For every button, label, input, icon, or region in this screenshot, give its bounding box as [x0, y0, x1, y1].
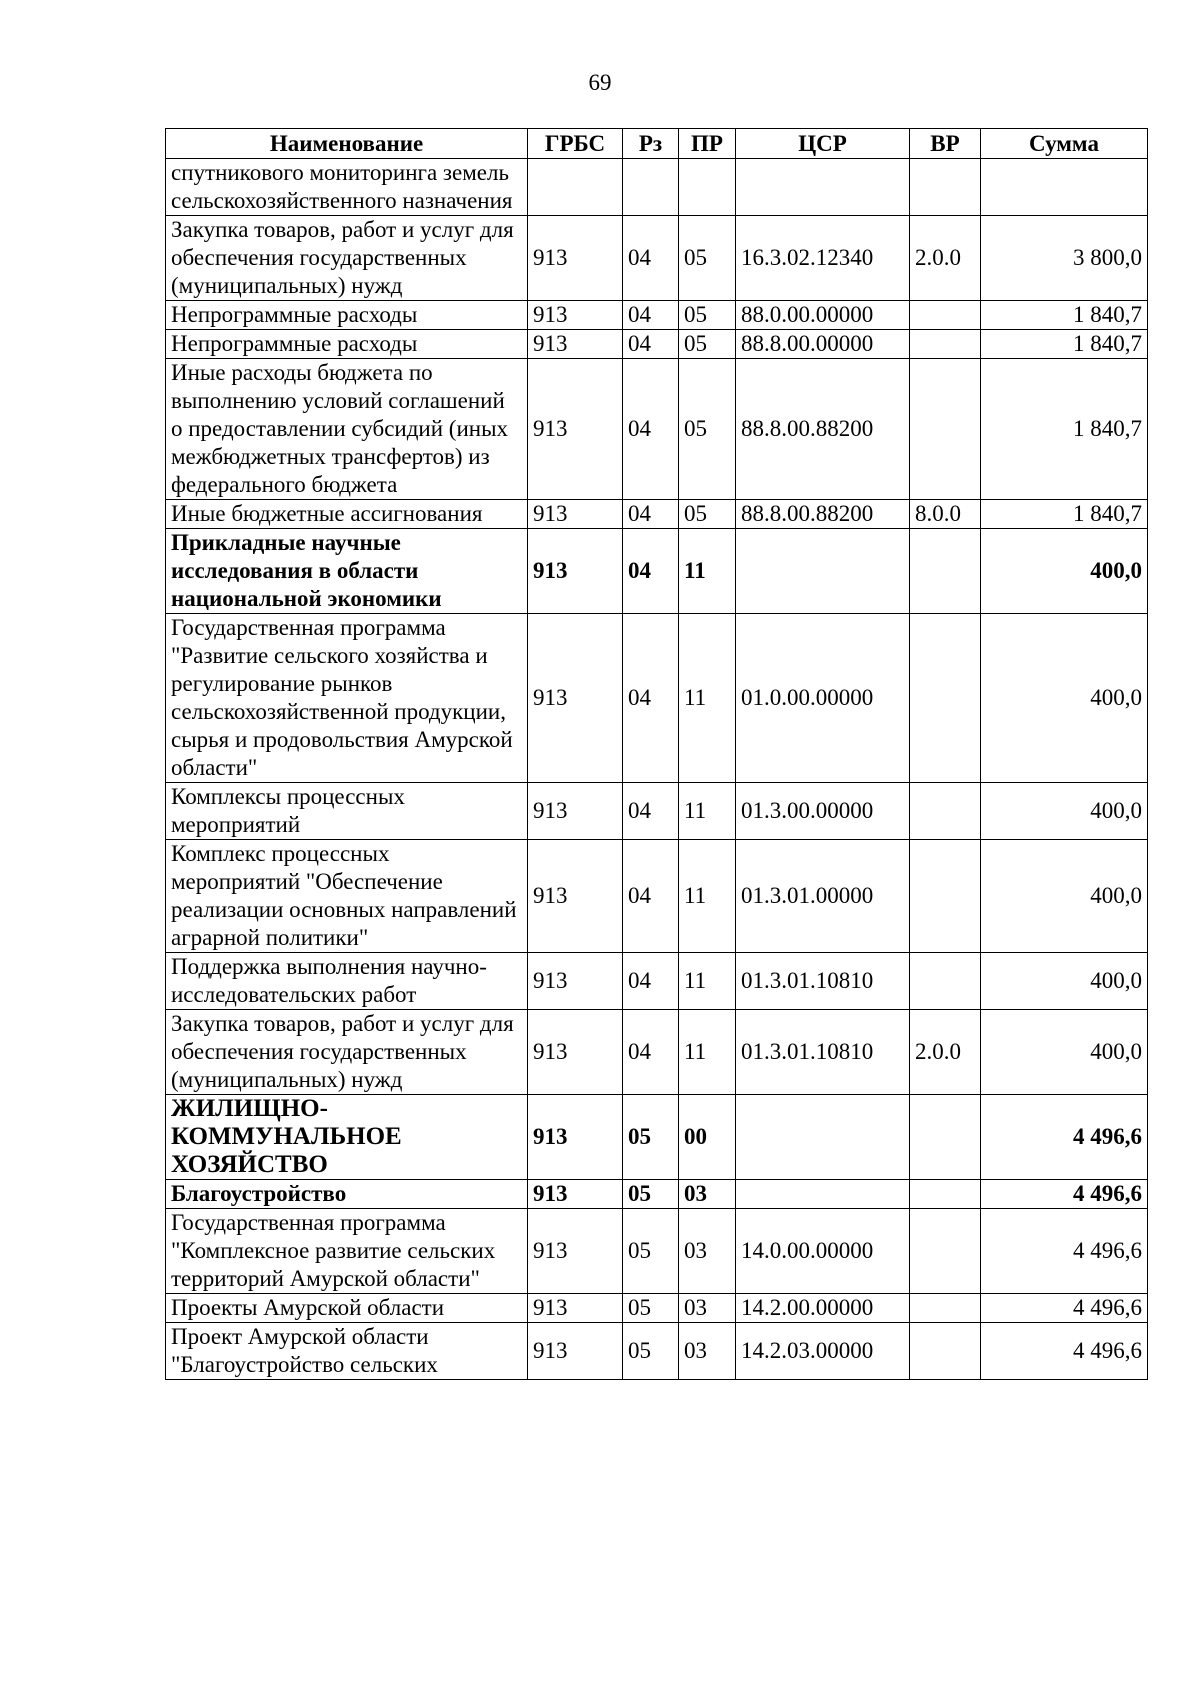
cell-pr: 11: [679, 783, 736, 840]
cell-vr: [910, 1180, 981, 1209]
cell-grbs: 913: [528, 1180, 623, 1209]
table-row: [166, 529, 1148, 614]
cell-csr: 14.2.03.00000: [736, 1323, 910, 1380]
table-row: [166, 159, 1148, 216]
table-row: [166, 1323, 1148, 1380]
cell-rz: 04: [623, 614, 679, 783]
cell-grbs: 913: [528, 1323, 623, 1380]
header-csr: ЦСР: [736, 129, 910, 159]
cell-vr: 8.0.0: [910, 500, 981, 529]
table-row: [166, 1180, 1148, 1209]
table-row: [166, 301, 1148, 330]
table-row: [166, 216, 1148, 301]
cell-sum: 1 840,7: [981, 500, 1148, 529]
cell-vr: [910, 614, 981, 783]
cell-name: Поддержка выполнения научно-исследовательских работ: [166, 953, 528, 1010]
cell-grbs: 913: [528, 783, 623, 840]
cell-grbs: 913: [528, 359, 623, 500]
table-row: [166, 953, 1148, 1010]
table-body: [166, 159, 1148, 1380]
cell-grbs: 913: [528, 614, 623, 783]
cell-vr: 2.0.0: [910, 1010, 981, 1095]
table-row: [166, 1294, 1148, 1323]
cell-pr: 03: [679, 1180, 736, 1209]
cell-name: Государственная программа "Комплексное развитие сельских территорий Амурской области": [166, 1209, 528, 1294]
cell-pr: 11: [679, 1010, 736, 1095]
cell-grbs: 913: [528, 840, 623, 953]
cell-rz: 04: [623, 840, 679, 953]
cell-name: ЖИЛИЩНО-КОММУНАЛЬНОЕ ХОЗЯЙСТВО: [166, 1095, 528, 1180]
cell-sum: 1 840,7: [981, 330, 1148, 359]
cell-vr: [910, 330, 981, 359]
cell-name: Проекты Амурской области: [166, 1294, 528, 1323]
cell-csr: 01.3.01.10810: [736, 953, 910, 1010]
cell-vr: [910, 953, 981, 1010]
cell-grbs: [528, 159, 623, 216]
table-row: [166, 1209, 1148, 1294]
table-row: [166, 840, 1148, 953]
table-row: [166, 1095, 1148, 1180]
cell-vr: [910, 301, 981, 330]
header-pr: ПР: [679, 129, 736, 159]
cell-name: Комплексы процессных мероприятий: [166, 783, 528, 840]
cell-grbs: 913: [528, 1209, 623, 1294]
cell-pr: 11: [679, 953, 736, 1010]
cell-name: Иные расходы бюджета по выполнению условий соглашений о предоставлении субсидий (иных межбюджетных трансфертов) из федерального бюджета: [166, 359, 528, 500]
cell-vr: 2.0.0: [910, 216, 981, 301]
cell-vr: [910, 1294, 981, 1323]
page-number: 69: [588, 70, 612, 95]
cell-grbs: 913: [528, 216, 623, 301]
cell-sum: 4 496,6: [981, 1180, 1148, 1209]
cell-pr: 11: [679, 529, 736, 614]
cell-sum: 1 840,7: [981, 359, 1148, 500]
cell-csr: 16.3.02.12340: [736, 216, 910, 301]
cell-sum: 400,0: [981, 953, 1148, 1010]
cell-name: Комплекс процессных мероприятий "Обеспечение реализации основных направлений аграрной политики": [166, 840, 528, 953]
cell-pr: 03: [679, 1323, 736, 1380]
cell-vr: [910, 1323, 981, 1380]
cell-name: Проект Амурской области "Благоустройство сельских: [166, 1323, 528, 1380]
cell-sum: 4 496,6: [981, 1323, 1148, 1380]
cell-rz: 05: [623, 1209, 679, 1294]
cell-grbs: 913: [528, 301, 623, 330]
table-row: [166, 330, 1148, 359]
cell-csr: [736, 159, 910, 216]
cell-csr: 14.2.00.00000: [736, 1294, 910, 1323]
cell-grbs: 913: [528, 330, 623, 359]
cell-csr: 14.0.00.00000: [736, 1209, 910, 1294]
header-vr: ВР: [910, 129, 981, 159]
cell-rz: 04: [623, 500, 679, 529]
header-name: Наименование: [166, 129, 528, 159]
cell-csr: [736, 1180, 910, 1209]
cell-rz: 04: [623, 301, 679, 330]
cell-vr: [910, 159, 981, 216]
cell-name: Закупка товаров, работ и услуг для обеспечения государственных (муниципальных) нужд: [166, 1010, 528, 1095]
cell-rz: 04: [623, 359, 679, 500]
cell-vr: [910, 1209, 981, 1294]
cell-sum: 3 800,0: [981, 216, 1148, 301]
cell-csr: [736, 529, 910, 614]
cell-pr: 03: [679, 1294, 736, 1323]
cell-sum: 400,0: [981, 840, 1148, 953]
cell-rz: 04: [623, 529, 679, 614]
cell-sum: [981, 159, 1148, 216]
cell-name: Государственная программа "Развитие сельского хозяйства и регулирование рынков сельскохозяйственной продукции, сырья и продовольствия Амурской области": [166, 614, 528, 783]
cell-grbs: 913: [528, 529, 623, 614]
cell-grbs: 913: [528, 1095, 623, 1180]
cell-sum: 4 496,6: [981, 1294, 1148, 1323]
cell-rz: 04: [623, 953, 679, 1010]
table-row: [166, 359, 1148, 500]
cell-sum: 4 496,6: [981, 1209, 1148, 1294]
cell-sum: 4 496,6: [981, 1095, 1148, 1180]
cell-pr: 05: [679, 359, 736, 500]
cell-pr: 03: [679, 1209, 736, 1294]
cell-csr: 01.3.01.10810: [736, 1010, 910, 1095]
cell-csr: 88.8.00.88200: [736, 500, 910, 529]
cell-rz: 04: [623, 330, 679, 359]
cell-vr: [910, 783, 981, 840]
cell-pr: 05: [679, 216, 736, 301]
table-row: [166, 500, 1148, 529]
cell-pr: 05: [679, 500, 736, 529]
cell-csr: 88.8.00.00000: [736, 330, 910, 359]
cell-rz: 05: [623, 1323, 679, 1380]
table-header-row: [166, 129, 1148, 159]
cell-vr: [910, 529, 981, 614]
cell-rz: 04: [623, 783, 679, 840]
cell-name: Непрограммные расходы: [166, 330, 528, 359]
cell-sum: 400,0: [981, 529, 1148, 614]
cell-csr: 01.0.00.00000: [736, 614, 910, 783]
cell-grbs: 913: [528, 1294, 623, 1323]
cell-name: Прикладные научные исследования в области национальной экономики: [166, 529, 528, 614]
header-rz: Рз: [623, 129, 679, 159]
cell-name: Благоустройство: [166, 1180, 528, 1209]
cell-grbs: 913: [528, 1010, 623, 1095]
cell-vr: [910, 840, 981, 953]
cell-sum: 1 840,7: [981, 301, 1148, 330]
cell-csr: 88.8.00.88200: [736, 359, 910, 500]
cell-sum: 400,0: [981, 783, 1148, 840]
cell-rz: 05: [623, 1095, 679, 1180]
cell-pr: 11: [679, 614, 736, 783]
cell-vr: [910, 1095, 981, 1180]
budget-table: [165, 128, 1148, 1380]
cell-pr: 05: [679, 330, 736, 359]
header-sum: Сумма: [981, 129, 1148, 159]
cell-csr: [736, 1095, 910, 1180]
cell-pr: [679, 159, 736, 216]
cell-rz: 05: [623, 1294, 679, 1323]
table-row: [166, 783, 1148, 840]
cell-rz: 04: [623, 1010, 679, 1095]
cell-csr: 88.0.00.00000: [736, 301, 910, 330]
cell-name: Непрограммные расходы: [166, 301, 528, 330]
cell-rz: [623, 159, 679, 216]
cell-name: спутникового мониторинга земель сельскохозяйственного назначения: [166, 159, 528, 216]
cell-name: Иные бюджетные ассигнования: [166, 500, 528, 529]
cell-pr: 00: [679, 1095, 736, 1180]
cell-name: Закупка товаров, работ и услуг для обеспечения государственных (муниципальных) нужд: [166, 216, 528, 301]
cell-vr: [910, 359, 981, 500]
header-grbs: ГРБС: [528, 129, 623, 159]
cell-rz: 04: [623, 216, 679, 301]
cell-csr: 01.3.01.00000: [736, 840, 910, 953]
table-row: [166, 614, 1148, 783]
cell-pr: 11: [679, 840, 736, 953]
cell-sum: 400,0: [981, 614, 1148, 783]
cell-grbs: 913: [528, 500, 623, 529]
cell-rz: 05: [623, 1180, 679, 1209]
cell-sum: 400,0: [981, 1010, 1148, 1095]
cell-grbs: 913: [528, 953, 623, 1010]
cell-csr: 01.3.00.00000: [736, 783, 910, 840]
cell-pr: 05: [679, 301, 736, 330]
table-row: [166, 1010, 1148, 1095]
